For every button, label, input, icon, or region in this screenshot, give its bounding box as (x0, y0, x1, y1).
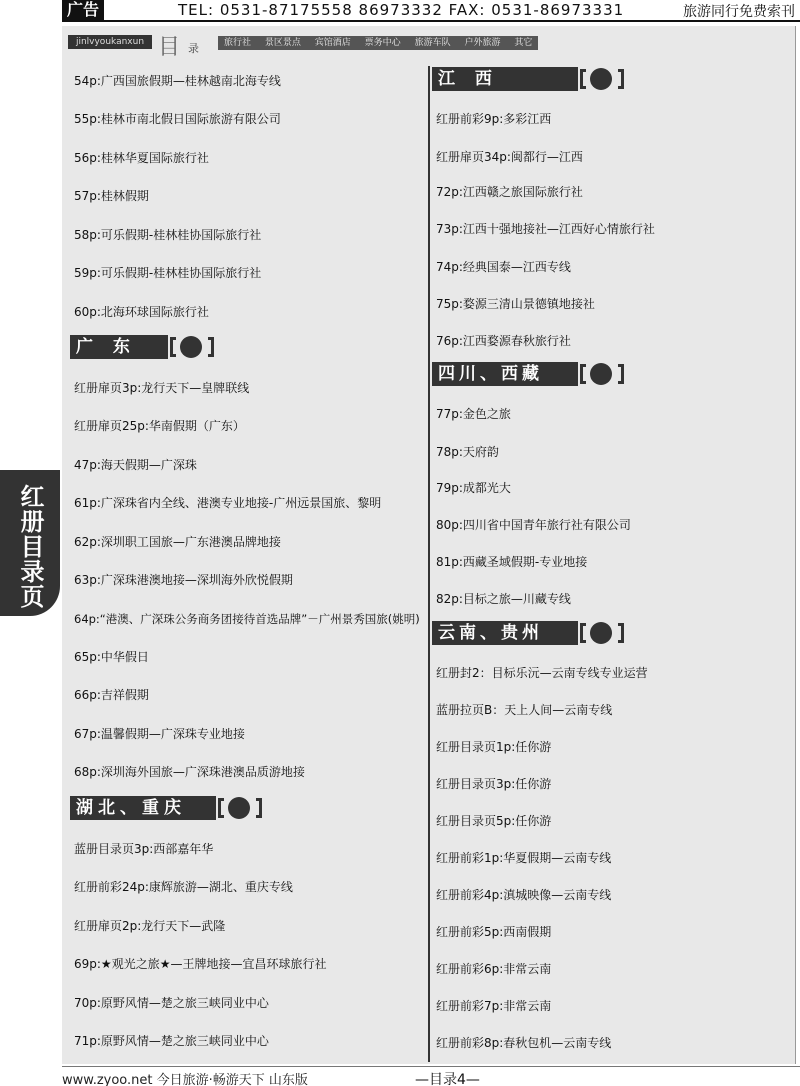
section-header-jiangxi (432, 67, 628, 91)
category-other: 其它 (514, 38, 533, 48)
list-item: 66p:吉祥假期 (74, 688, 149, 702)
section-header-sichuan (432, 362, 628, 386)
contact-info: TEL: 0531-87175558 86973332 FAX: 0531-86973331 (178, 1, 625, 19)
category-scenic-spots: 景区景点 (264, 38, 301, 48)
category-hotels: 宾馆酒店 (314, 38, 351, 48)
list-item: 红册目录页1p:任你游 (436, 740, 552, 754)
section-header-yunnan (432, 621, 628, 645)
list-item: 82p:目标之旅—川藏专线 (436, 592, 571, 606)
page-number: —目录4— (415, 1072, 480, 1086)
list-item: 红册前彩9p:多彩江西 (436, 112, 552, 126)
section-badge-icon (580, 67, 628, 91)
list-item: 红册目录页3p:任你游 (436, 777, 552, 791)
list-item: 78p:天府韵 (436, 445, 499, 459)
list-item: 72p:江西赣之旅国际旅行社 (436, 185, 583, 199)
list-item: 红册扉页25p:华南假期（广东） (74, 419, 245, 433)
list-item: 76p:江西婺源春秋旅行社 (436, 334, 571, 348)
list-item: 红册扉页2p:龙行天下—武隆 (74, 919, 226, 933)
publication-name: 旅游同行免费索刊 (683, 4, 795, 20)
list-item: 红册目录页5p:任你游 (436, 814, 552, 828)
list-item: 红册前彩4p:滇城映像—云南专线 (436, 888, 612, 902)
section-badge-icon (170, 335, 218, 359)
list-item: 68p:深圳海外国旅—广深珠港澳品质游地接 (74, 765, 305, 779)
section-badge-icon (218, 796, 266, 820)
list-item: 红册封2：目标乐沅—云南专线专业运营 (436, 666, 648, 680)
column-divider (428, 66, 430, 1062)
list-item: 55p:桂林市南北假日国际旅游有限公司 (74, 112, 281, 126)
logo-box: jinlvyoukanxun (68, 35, 152, 49)
list-item: 63p:广深珠港澳地接—深圳海外欣悦假期 (74, 573, 293, 587)
list-item: 红册前彩24p:康辉旅游—湖北、重庆专线 (74, 880, 293, 894)
section-header-hubei (70, 796, 266, 820)
list-item: 红册前彩6p:非常云南 (436, 962, 552, 976)
list-item: 77p:金色之旅 (436, 407, 511, 421)
list-item: 蓝册目录页3p:西部嘉年华 (74, 842, 214, 856)
list-item: 57p:桂林假期 (74, 189, 149, 203)
section-header-guangdong (70, 335, 216, 359)
list-item: 74p:经典国泰—江西专线 (436, 260, 571, 274)
side-tab-label: 红册目录页 (16, 484, 44, 609)
section-badge-icon (580, 621, 628, 645)
list-item: 70p:原野风情—楚之旅三峡同业中心 (74, 996, 269, 1010)
list-item: 79p:成都光大 (436, 481, 511, 495)
list-item: 红册扉页3p:龙行天下—皇牌联线 (74, 381, 250, 395)
category-travel-agency: 旅行社 (224, 38, 252, 48)
category-outdoor: 户外旅游 (464, 38, 501, 48)
list-item: 红册前彩7p:非常云南 (436, 999, 552, 1013)
section-badge-icon (580, 362, 628, 386)
footer-rule (62, 1066, 800, 1067)
list-item: 59p:可乐假期-桂林桂协国际旅行社 (74, 266, 262, 280)
list-item: 60p:北海环球国际旅行社 (74, 305, 209, 319)
header-rule (62, 20, 800, 22)
list-item: 蓝册拉页B：天上人间—云南专线 (436, 703, 613, 717)
list-item: 61p:广深珠省内全线、港澳专业地接-广州远景国旅、黎明 (74, 496, 382, 510)
section-title: 广 东 (70, 335, 168, 359)
category-strip (218, 36, 538, 50)
directory-title-lu: 录 (188, 42, 199, 55)
section-title: 四川、西藏 (432, 362, 578, 386)
category-ticketing: 票务中心 (364, 38, 401, 48)
ad-tag: 广告 (62, 0, 104, 20)
list-item: 81p:西藏圣域假期-专业地接 (436, 555, 588, 569)
list-item: 红册扉页34p:闽都行—江西 (436, 150, 583, 164)
list-item: 71p:原野风情—楚之旅三峡同业中心 (74, 1034, 269, 1048)
list-item: 红册前彩8p:春秋包机—云南专线 (436, 1036, 612, 1050)
list-item: 47p:海天假期—广深珠 (74, 458, 197, 472)
list-item: 69p:★观光之旅★—王牌地接—宜昌环球旅行社 (74, 957, 327, 971)
footer-site: www.zyoo.net 今日旅游·畅游天下 山东版 (62, 1073, 308, 1086)
directory-title-mu: 目 (158, 35, 181, 60)
section-title: 湖北、重庆 (70, 796, 216, 820)
list-item: 54p:广西国旅假期—桂林越南北海专线 (74, 74, 281, 88)
list-item: 64p:“港澳、广深珠公务商务团接待首选品牌”－广州景秀国旅(姚明) (74, 612, 420, 626)
list-item: 80p:四川省中国青年旅行社有限公司 (436, 518, 631, 532)
section-title: 云南、贵州 (432, 621, 578, 645)
list-item: 62p:深圳职工国旅—广东港澳品牌地接 (74, 535, 281, 549)
section-title: 江 西 (432, 67, 578, 91)
list-item: 红册前彩1p:华夏假期—云南专线 (436, 851, 612, 865)
list-item: 58p:可乐假期-桂林桂协国际旅行社 (74, 228, 262, 242)
top-header (0, 0, 800, 22)
category-coach-fleet: 旅游车队 (414, 38, 451, 48)
side-tab (0, 470, 60, 616)
list-item: 65p:中华假日 (74, 650, 149, 664)
list-item: 56p:桂林华夏国际旅行社 (74, 151, 209, 165)
list-item: 73p:江西十强地接社—江西好心情旅行社 (436, 222, 655, 236)
list-item: 红册前彩5p:西南假期 (436, 925, 552, 939)
list-item: 75p:婺源三清山景德镇地接社 (436, 297, 595, 311)
list-item: 67p:温馨假期—广深珠专业地接 (74, 727, 245, 741)
